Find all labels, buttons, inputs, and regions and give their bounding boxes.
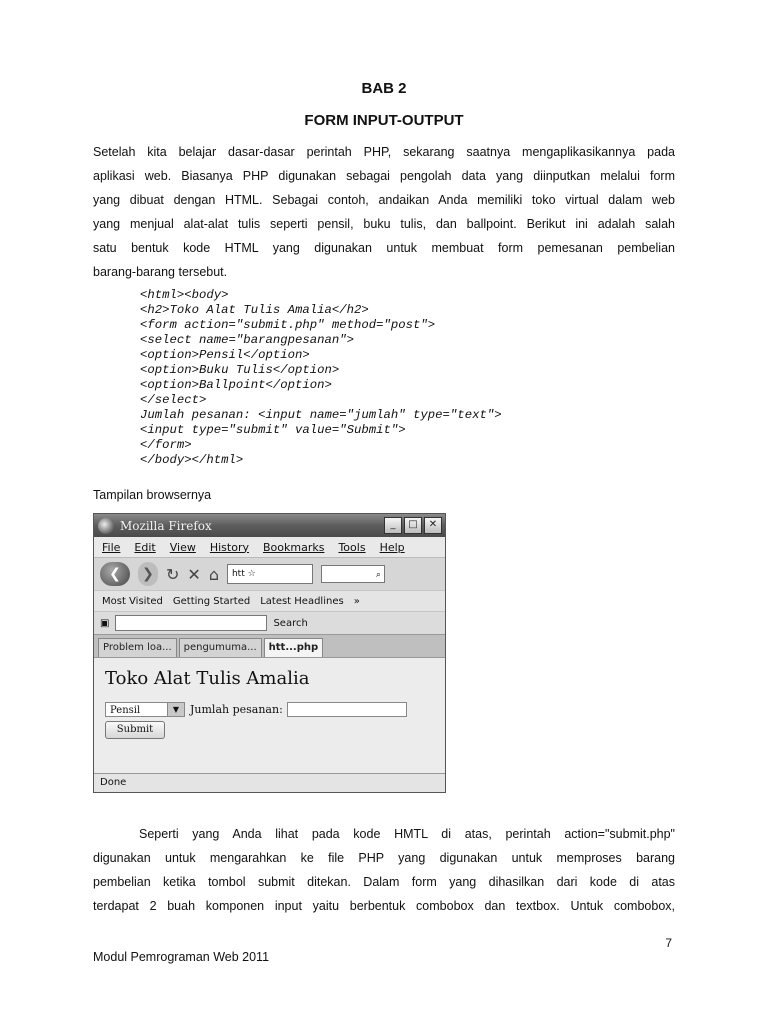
back-arrow-icon[interactable]: ❮ [100, 562, 130, 586]
close-icon[interactable]: ✕ [424, 517, 442, 534]
search-box[interactable] [321, 565, 385, 583]
code-line: <option>Buku Tulis</option> [140, 363, 340, 377]
paragraph-line: satu bentuk kode HTML yang digunakan untuk membuat form pemesanan pembelian [93, 241, 675, 255]
tab-problem-loading[interactable]: Problem loa... [98, 638, 177, 657]
firefox-logo-icon [98, 518, 114, 534]
tab-active-php[interactable]: htt...php [264, 638, 324, 657]
toolbar-search-button[interactable]: Search [273, 617, 308, 629]
select-value: Pensil [110, 705, 141, 716]
url-text: htt [231, 569, 245, 579]
home-icon[interactable]: ⌂ [208, 564, 219, 584]
page-viewport [94, 657, 445, 773]
minimize-icon[interactable]: _ [384, 517, 402, 534]
chevron-down-icon: ▼ [167, 703, 184, 716]
stop-icon[interactable]: ✕ [187, 564, 201, 584]
intro-paragraph [93, 140, 675, 284]
chapter-number: BAB 2 [361, 80, 407, 97]
browser-window-title: Mozilla Firefox [120, 518, 212, 533]
browser-titlebar [94, 514, 445, 537]
figure-caption: Tampilan browsernya [93, 488, 212, 502]
tab-pengumuman[interactable]: pengumuma... [179, 638, 262, 657]
page-footer: Modul Pemrograman Web 2011 [93, 950, 270, 964]
toolbar-search-input[interactable] [115, 615, 267, 631]
code-line: <form action="submit.php" method="post"> [140, 318, 436, 332]
code-line: </form> [140, 438, 192, 452]
browser-navbar [94, 557, 445, 590]
browser-screenshot [93, 513, 446, 793]
bookmark-getting-started[interactable]: Getting Started [172, 595, 251, 607]
paragraph-line: aplikasi web. Biasanya PHP digunakan sebagai pengolah data yang diinputkan melalui form [93, 169, 675, 183]
search-icon: ⌕ [375, 570, 381, 580]
menu-tools[interactable]: Tools [338, 540, 366, 554]
code-line: </select> [140, 393, 207, 407]
menu-view[interactable]: View [169, 540, 196, 554]
code-listing [140, 288, 502, 468]
qty-label: Jumlah pesanan: [190, 703, 283, 716]
paragraph-line: barang-barang tersebut. [93, 265, 228, 279]
barang-select[interactable] [105, 702, 185, 717]
paragraph-line: Setelah kita belajar dasar-dasar perintah PHP, sekarang saatnya mengaplikasikannya pada [93, 145, 675, 159]
toolbar-icon[interactable]: ▣ [100, 617, 110, 629]
code-line: <h2>Toko Alat Tulis Amalia</h2> [140, 303, 369, 317]
paragraph-line: Seperti yang Anda lihat pada kode HMTL di atas, perintah action="submit.php" [139, 827, 675, 841]
bookmarks-bar [94, 590, 445, 611]
code-line: Jumlah pesanan: <input name="jumlah" type="text"> [140, 408, 502, 422]
submit-button[interactable]: Submit [105, 721, 165, 739]
code-line: <option>Ballpoint</option> [140, 378, 332, 392]
overflow-chevron-icon[interactable]: » [353, 595, 360, 607]
reload-icon[interactable]: ↻ [166, 564, 180, 584]
menu-file[interactable]: File [102, 540, 121, 554]
code-line: <select name="barangpesanan"> [140, 333, 355, 347]
code-line: <html><body> [140, 288, 229, 302]
paragraph-line: terdapat 2 buah komponen input yaitu berbentuk combobox dan textbox. Untuk combobox, [93, 899, 675, 913]
bookmark-latest-headlines[interactable]: Latest Headlines [260, 595, 344, 607]
forward-arrow-icon[interactable]: ❯ [138, 562, 158, 586]
menu-edit[interactable]: Edit [134, 540, 156, 554]
paragraph-line: digunakan untuk mengarahkan ke file PHP yang digunakan untuk memproses barang [93, 851, 675, 865]
address-bar[interactable]: htt ☆ [227, 564, 313, 584]
menu-history[interactable]: History [209, 540, 249, 554]
extension-toolbar [94, 611, 445, 634]
jumlah-input[interactable] [287, 702, 407, 717]
code-line: <option>Pensil</option> [140, 348, 310, 362]
bookmark-most-visited[interactable]: Most Visited [102, 595, 163, 607]
paragraph-line: yang dibuat dengan HTML. Sebagai contoh, andaikan Anda memiliki toko virtual dalam web [93, 193, 675, 207]
code-line: </body></html> [140, 453, 244, 467]
code-line: <input type="submit" value="Submit"> [140, 423, 406, 437]
page-number: 7 [665, 936, 672, 950]
paragraph-line: yang menjual alat-alat tulis seperti pensil, buku tulis, dan ballpoint. Berikut ini adalah salah [93, 217, 675, 231]
paragraph-line: pembelian ketika tombol submit ditekan. Dalam form yang dihasilkan dari kode di atas [93, 875, 675, 889]
menu-help[interactable]: Help [379, 540, 405, 554]
maximize-icon[interactable]: □ [404, 517, 422, 534]
chapter-title: FORM INPUT-OUTPUT [304, 112, 464, 129]
status-bar: Done [94, 773, 445, 792]
tab-strip [94, 634, 445, 657]
menu-bookmarks[interactable]: Bookmarks [262, 540, 325, 554]
explanation-paragraph [93, 822, 675, 918]
browser-menubar [94, 537, 445, 557]
page-heading: Toko Alat Tulis Amalia [105, 668, 310, 689]
